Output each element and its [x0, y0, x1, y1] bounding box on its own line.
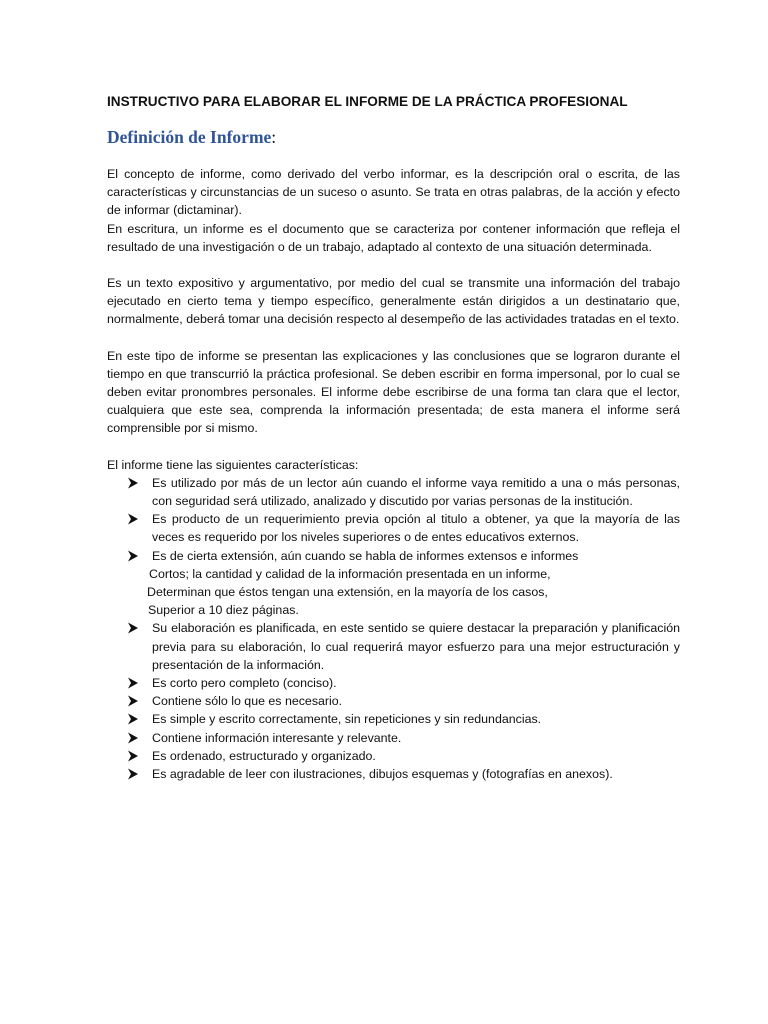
characteristics-list: [107, 474, 680, 783]
list-item: [127, 510, 680, 546]
list-item-text: Es utilizado por más de un lector aún cuando el informe vaya remitido a una o más personas, con seguridad será utilizado, analizado y discutido por varias personas de la institución.: [152, 475, 680, 509]
arrowhead-bullet-icon: [127, 710, 141, 728]
list-item-continuation: Superior a 10 diez páginas.: [148, 603, 299, 618]
list-item-text: Contiene información interesante y relevante.: [152, 730, 402, 745]
intro-block: [107, 165, 680, 456]
arrowhead-bullet-icon: [127, 729, 141, 747]
list-item-text: Es producto de un requerimiento previa opción al titulo a obtener, ya que la mayoría de las veces es requerido por los niveles superiores o de entes educativos externos.: [152, 512, 680, 545]
paragraph-gap: [107, 329, 680, 347]
list-item: [127, 765, 680, 783]
arrowhead-bullet-icon: [127, 692, 141, 710]
arrowhead-bullet-icon: [127, 474, 141, 492]
list-item: [127, 710, 680, 728]
list-item: [127, 747, 680, 765]
list-item-text: Es agradable de leer con ilustraciones, dibujos esquemas y (fotografías en anexos).: [152, 767, 613, 782]
list-item-text: Es de cierta extensión, aún cuando se habla de informes extensos e informes: [152, 548, 579, 563]
paragraph-gap: [107, 438, 680, 456]
document-title: INSTRUCTIVO PARA ELABORAR EL INFORME DE LA PRÁCTICA PROFESIONAL: [107, 94, 628, 109]
list-item-continuation: Determinan que éstos tengan una extensión, en la mayoría de los casos,: [147, 585, 548, 600]
list-item: [127, 547, 680, 620]
arrowhead-bullet-icon: [127, 547, 141, 565]
list-item-text: Contiene sólo lo que es necesario.: [152, 694, 343, 709]
arrowhead-bullet-icon: [127, 619, 141, 637]
list-item: [127, 674, 680, 692]
paragraph-gap: [107, 256, 680, 274]
list-item-text: Es corto pero completo (conciso).: [152, 676, 337, 691]
list-item: [127, 619, 680, 674]
list-item-text: Es simple y escrito correctamente, sin repeticiones y sin redundancias.: [152, 712, 542, 727]
arrowhead-bullet-icon: [127, 510, 141, 528]
paragraph-impersonal: En este tipo de informe se presentan las explicaciones y las conclusiones que se lograron durante el tiempo en que transcurrió la práctica profesional. Se deben escribir en forma impersonal, por lo cual se deben evitar pronombres personales. El informe debe escribirse de una forma tan clara que el lector, cualquiera que este sea, comprenda la información presentada; de esta manera el informe será comprensible por si mismo.: [107, 348, 680, 436]
section-heading-colon: :: [271, 127, 277, 147]
section-heading-text: Definición de Informe: [107, 127, 272, 147]
list-item: [127, 692, 680, 710]
arrowhead-bullet-icon: [127, 674, 141, 692]
list-item-text: Es ordenado, estructurado y organizado.: [152, 748, 376, 763]
arrowhead-bullet-icon: [127, 765, 141, 783]
list-item: [127, 729, 680, 747]
section-heading: [107, 126, 680, 148]
paragraph-writing: En escritura, un informe es el documento que se caracteriza por contener información que refleja el resultado de una investigación o de un trabajo, adaptado al contexto de una situación determinada.: [107, 221, 680, 254]
list-item-continuation: Cortos; la cantidad y calidad de la información presentada en un informe,: [149, 566, 551, 581]
arrowhead-bullet-icon: [127, 747, 141, 765]
paragraph-definition: El concepto de informe, como derivado del verbo informar, es la descripción oral o escrita, de las características y circunstancias de un suceso o asunto. Se trata en otras palabras, de la acción y efecto de informar (dictaminar).: [107, 167, 680, 218]
list-intro: El informe tiene las siguientes características:: [107, 457, 359, 472]
list-item: [127, 474, 680, 510]
paragraph-expository: Es un texto expositivo y argumentativo, por medio del cual se transmite una información del trabajo ejecutado en cierto tema y tiempo específico, generalmente están dirigidos a un destinatario que, normalmente, deberá tomar una decisión respecto al desempeño de las actividades tratadas en el texto.: [107, 276, 680, 327]
list-item-text: Su elaboración es planificada, en este sentido se quiere destacar la preparación y planificación previa para su elaboración, lo cual requerirá mayor esfuerzo para una mejor estructuración y presentación de la información.: [152, 621, 680, 672]
